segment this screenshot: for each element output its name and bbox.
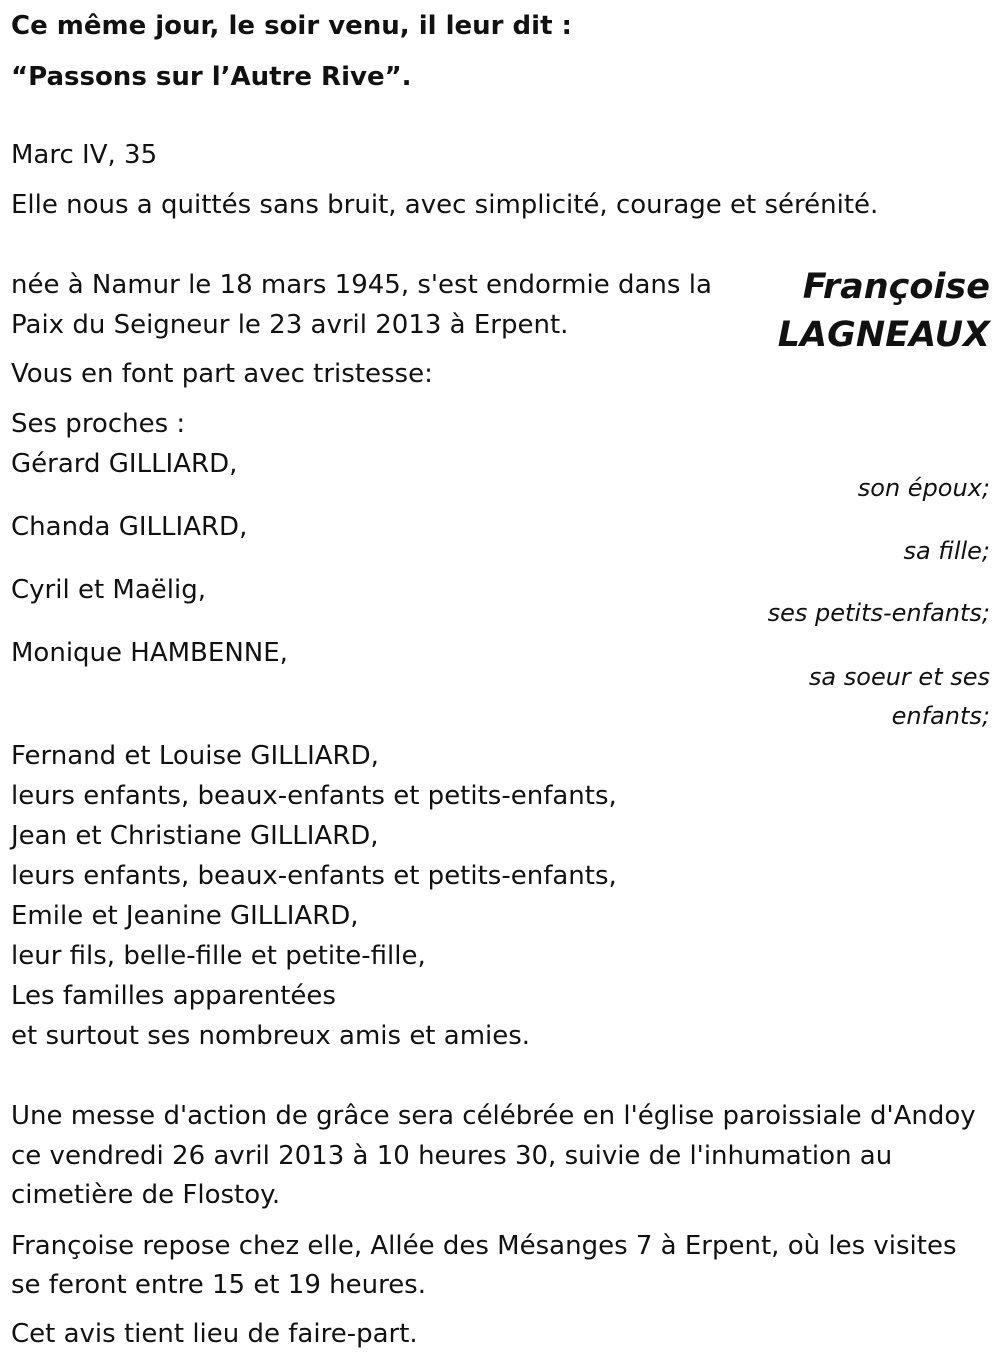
relative-role: enfants; <box>891 702 990 730</box>
sadness-line: Vous en font part avec tristesse: <box>11 359 433 389</box>
deceased-name <box>778 263 990 359</box>
extended-family-line: Les familles apparentées <box>11 981 336 1011</box>
extended-family-line: Fernand et Louise GILLIARD, <box>11 741 379 771</box>
extended-family-line: leurs enfants, beaux-enfants et petits-enfants, <box>11 781 617 811</box>
ceremony-line-1: Une messe d'action de grâce sera célébrée en l'église paroissiale d'Andoy <box>11 1101 976 1131</box>
faire-part-notice: Cet avis tient lieu de faire-part. <box>11 1319 418 1349</box>
relative-role: ses petits-enfants; <box>767 599 990 627</box>
relative-name: Gérard GILLIARD, <box>11 449 238 479</box>
extended-family-line: Emile et Jeanine GILLIARD, <box>11 901 359 931</box>
extended-family-line: leur fils, belle-fille et petite-fille, <box>11 941 426 971</box>
deceased-last-name: LAGNEAUX <box>777 315 990 355</box>
relative-name: Monique HAMBENNE, <box>11 638 288 668</box>
relative-role: sa soeur et ses <box>808 663 990 691</box>
relative-name: Chanda GILLIARD, <box>11 512 248 542</box>
intro-sentence: Elle nous a quittés sans bruit, avec simplicité, courage et sérénité. <box>11 190 879 220</box>
relative-role: sa fille; <box>903 537 990 565</box>
relative-role: son époux; <box>857 474 990 502</box>
extended-family-line: leurs enfants, beaux-enfants et petits-enfants, <box>11 861 617 891</box>
birth-line-2: Paix du Seigneur le 23 avril 2013 à Erpent. <box>11 310 569 340</box>
extended-family-line: et surtout ses nombreux amis et amies. <box>11 1021 531 1051</box>
visits-line-2: se feront entre 15 et 19 heures. <box>11 1270 426 1300</box>
birth-line-1: née à Namur le 18 mars 1945, s'est endormie dans la <box>11 270 712 300</box>
quote-line-2: “Passons sur l’Autre Rive”. <box>11 62 412 92</box>
quote-line-1: Ce même jour, le soir venu, il leur dit : <box>11 11 572 41</box>
ceremony-line-3: cimetière de Flostoy. <box>11 1180 281 1210</box>
bible-reference: Marc IV, 35 <box>11 140 158 170</box>
extended-family-line: Jean et Christiane GILLIARD, <box>11 821 379 851</box>
relative-name: Cyril et Maëlig, <box>11 575 206 605</box>
relatives-heading: Ses proches : <box>11 409 186 439</box>
ceremony-line-2: ce vendredi 26 avril 2013 à 10 heures 30, suivie de l'inhumation au <box>11 1141 893 1171</box>
deceased-first-name: Françoise <box>802 267 990 307</box>
visits-line-1: Françoise repose chez elle, Allée des Mésanges 7 à Erpent, où les visites <box>11 1231 957 1261</box>
